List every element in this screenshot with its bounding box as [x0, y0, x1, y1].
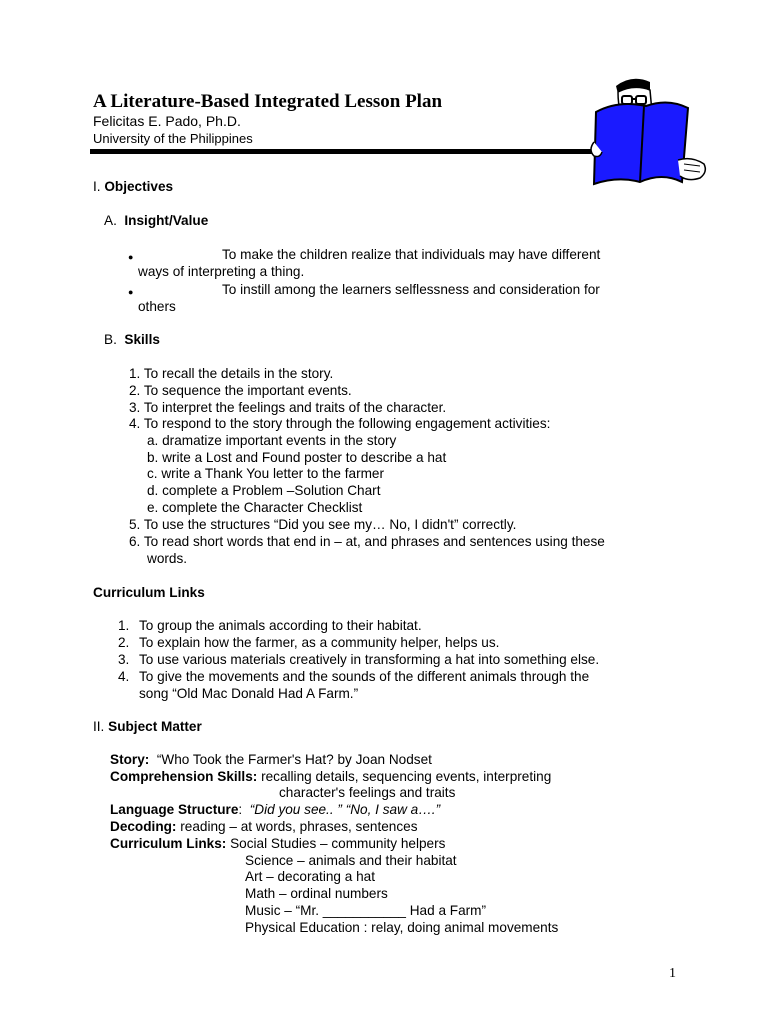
- curriculum-item-text: To use various materials creatively in transforming a hat into something else.: [139, 652, 600, 667]
- story-label: Story:: [110, 752, 150, 767]
- subsection-title: Skills: [124, 332, 160, 347]
- comprehension-value: recalling details, sequencing events, interpreting: [261, 769, 552, 784]
- curriculum-item-number: 1.: [118, 618, 130, 633]
- skill-subitem: d. complete a Problem –Solution Chart: [147, 483, 381, 498]
- curriculum-link: Physical Education : relay, doing animal movements: [245, 920, 559, 935]
- skill-item: 6. To read short words that end in – at, and phrases and sentences using these: [129, 534, 605, 549]
- section-number: I.: [93, 179, 101, 194]
- subsection-insight-heading: [104, 212, 208, 229]
- bullet-dot: ●: [128, 287, 134, 297]
- section-objectives-heading: [93, 178, 173, 195]
- subsection-letter: A.: [104, 213, 117, 228]
- curriculum-item-text: To give the movements and the sounds of the different animals through the: [139, 669, 590, 684]
- language-structure-label: Language Structure: [110, 802, 239, 817]
- curriculum-item-text: To group the animals according to their habitat.: [139, 618, 422, 633]
- story-value: “Who Took the Farmer's Hat? by Joan Nodset: [156, 752, 432, 767]
- section-title: Objectives: [104, 179, 174, 194]
- skill-subitem: b. write a Lost and Found poster to describe a hat: [147, 450, 447, 465]
- language-structure-value: “Did you see.. ” “No, I saw a….”: [249, 802, 441, 817]
- curriculum-item-number: 3.: [118, 652, 130, 667]
- decoding-value: reading – at words, phrases, sentences: [180, 819, 418, 834]
- language-structure-row: [110, 801, 440, 818]
- curriculum-links-label: Curriculum Links:: [110, 836, 227, 851]
- comprehension-label: Comprehension Skills:: [110, 769, 258, 784]
- bullet-text-cont: ways of interpreting a thing.: [138, 264, 305, 279]
- skill-item: 3. To interpret the feelings and traits of the character.: [129, 400, 447, 415]
- comprehension-value-cont: character's feelings and traits: [279, 785, 456, 800]
- story-row: [110, 751, 432, 768]
- curriculum-links-heading: Curriculum Links: [93, 585, 205, 600]
- comprehension-row: [110, 768, 551, 785]
- skill-item: 1. To recall the details in the story.: [129, 366, 334, 381]
- section-number: II.: [93, 719, 105, 734]
- skill-subitem: e. complete the Character Checklist: [147, 500, 363, 515]
- bullet-dot: ●: [128, 252, 134, 262]
- curriculum-item-number: 4.: [118, 669, 130, 684]
- decoding-row: [110, 818, 418, 835]
- skill-subitem: a. dramatize important events in the story: [147, 433, 397, 448]
- skill-item: 5. To use the structures “Did you see my… No, I didn't” correctly.: [129, 517, 517, 532]
- affiliation: University of the Philippines: [93, 131, 253, 146]
- section-subject-matter-heading: [93, 718, 202, 735]
- curriculum-item-text-cont: song “Old Mac Donald Had A Farm.”: [139, 686, 359, 701]
- decoding-label: Decoding:: [110, 819, 177, 834]
- curriculum-link: Science – animals and their habitat: [245, 853, 457, 868]
- bullet-text-cont: others: [138, 299, 176, 314]
- curriculum-links-row: [110, 835, 445, 852]
- curriculum-link: Social Studies – community helpers: [230, 836, 446, 851]
- author-name: Felicitas E. Pado, Ph.D.: [93, 113, 241, 129]
- curriculum-link: Math – ordinal numbers: [245, 886, 388, 901]
- subsection-letter: B.: [104, 332, 117, 347]
- document-title: A Literature-Based Integrated Lesson Plan: [93, 91, 443, 112]
- skill-item: 2. To sequence the important events.: [129, 383, 352, 398]
- skill-item-cont: words.: [147, 551, 188, 566]
- curriculum-link: Art – decorating a hat: [245, 869, 375, 884]
- page-number: 1: [669, 966, 676, 981]
- curriculum-link: Music – “Mr. ___________ Had a Farm”: [245, 903, 487, 918]
- person-reading-book-icon: [588, 72, 716, 196]
- language-structure-colon: :: [238, 802, 243, 817]
- section-title: Subject Matter: [108, 719, 202, 734]
- skill-item: 4. To respond to the story through the following engagement activities:: [129, 416, 551, 431]
- subsection-title: Insight/Value: [124, 213, 209, 228]
- subsection-skills-heading: [104, 331, 160, 348]
- skill-subitem: c. write a Thank You letter to the farmer: [147, 466, 385, 481]
- curriculum-item-text: To explain how the farmer, as a community helper, helps us.: [139, 635, 500, 650]
- bullet-text: To make the children realize that individuals may have different: [222, 247, 601, 262]
- curriculum-item-number: 2.: [118, 635, 130, 650]
- bullet-text: To instill among the learners selflessness and consideration for: [222, 282, 600, 297]
